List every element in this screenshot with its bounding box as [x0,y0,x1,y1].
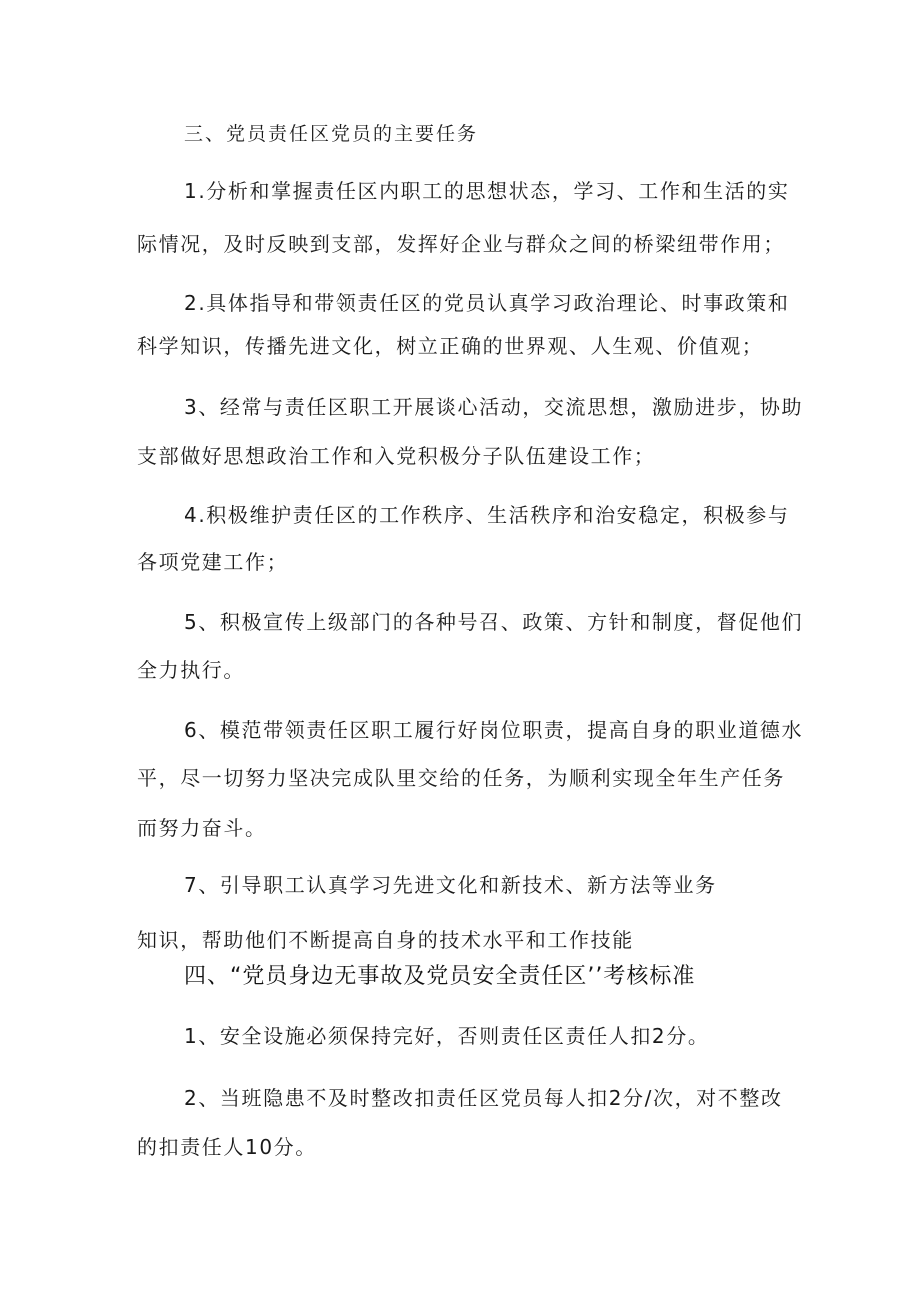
standard-2-line-2: 的扣责任人10分。 [137,1135,317,1159]
item-5-line-2: 全力执行。 [137,658,245,682]
item-2-line-1: 2.具体指导和带领责任区的党员认真学习政治理论、时事政策和 [184,291,790,315]
section-4-heading: 四、“党员身边无事故及党员安全责任区’’考核标准 [184,964,696,989]
item-7-line-2: 知识，帮助他们不断提高自身的技术水平和工作技能 [137,928,634,952]
item-6-line-1: 6、模范带领责任区职工履行好岗位职责，提高自身的职业道德水 [184,718,804,742]
item-2-line-2: 科学知识，传播先进文化，树立正确的世界观、人生观、价值观； [137,334,764,358]
item-6-line-2: 平，尽一切努力坚决完成队里交给的任务，为顺利实现全年生产任务 [137,766,785,790]
item-3-line-1: 3、经常与责任区职工开展谈心活动，交流思想，激励进步，协助 [184,395,804,419]
item-4-line-1: 4.积极维护责任区的工作秩序、生活秩序和治安稳定，积极参与 [184,503,790,527]
item-4-line-2: 各项党建工作； [137,550,289,574]
item-6-line-3: 而努力奋斗。 [137,816,267,840]
item-5-line-1: 5、积极宣传上级部门的各种号召、政策、方针和制度，督促他们 [184,610,804,634]
item-1-line-2: 际情况，及时反映到支部，发挥好企业与群众之间的桥梁纽带作用； [137,232,785,256]
section-3-heading: 三、党员责任区党员的主要任务 [184,123,479,145]
item-3-line-2: 支部做好思想政治工作和入党积极分子队伍建设工作； [137,444,656,468]
item-7-line-1: 7、引导职工认真学习先进文化和新技术、新方法等业务 [184,873,717,897]
standard-1-line-1: 1、安全设施必须保持完好，否则责任区责任人扣2分。 [184,1024,710,1048]
standard-2-line-1: 2、当班隐患不及时整改扣责任区党员每人扣2分/次，对不整改 [184,1086,783,1110]
item-1-line-1: 1.分析和掌握责任区内职工的思想状态，学习、工作和生活的实 [184,179,790,203]
